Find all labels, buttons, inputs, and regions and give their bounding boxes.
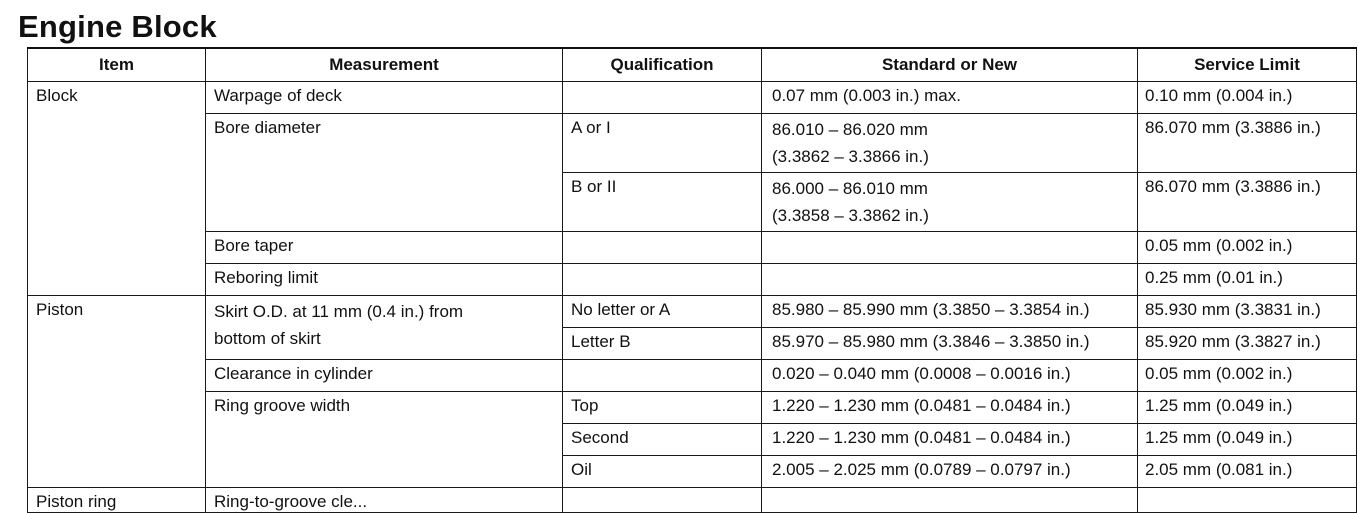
table-row (28, 488, 1357, 513)
standard-cell (762, 114, 1138, 173)
page-title: Engine Block (18, 9, 217, 44)
qualification-cell (563, 360, 762, 392)
limit-cell: 86.070 mm (3.3886 in.) (1138, 114, 1357, 173)
measurement-cell: Ring groove width (206, 392, 563, 488)
table-row (28, 296, 1357, 328)
measurement-cell: Bore taper (206, 232, 563, 264)
limit-cell: 0.05 mm (0.002 in.) (1138, 360, 1357, 392)
qualification-cell: A or I (563, 114, 762, 173)
header-standard: Standard or New (762, 48, 1138, 82)
table-row (28, 392, 1357, 424)
measurement-cell: Reboring limit (206, 264, 563, 296)
limit-cell: 0.05 mm (0.002 in.) (1138, 232, 1357, 264)
qualification-cell: Top (563, 392, 762, 424)
table-row (28, 232, 1357, 264)
measurement-line: Skirt O.D. at 11 mm (0.4 in.) from (214, 302, 464, 321)
limit-cell: 1.25 mm (0.049 in.) (1138, 424, 1357, 456)
standard-cell: 1.220 – 1.230 mm (0.0481 – 0.0484 in.) (762, 424, 1138, 456)
header-qualification: Qualification (563, 48, 762, 82)
header-item: Item (28, 48, 206, 82)
table-row (28, 82, 1357, 114)
qualification-cell: B or II (563, 173, 762, 232)
item-cell: Block (28, 82, 206, 296)
qualification-cell: Oil (563, 456, 762, 488)
qualification-cell: Second (563, 424, 762, 456)
table-row (28, 264, 1357, 296)
qualification-cell (563, 264, 762, 296)
table-row (28, 360, 1357, 392)
spec-table (27, 47, 1357, 513)
standard-cell: 0.07 mm (0.003 in.) max. (762, 82, 1138, 114)
standard-cell (762, 173, 1138, 232)
limit-cell: 86.070 mm (3.3886 in.) (1138, 173, 1357, 232)
standard-cell: 85.980 – 85.990 mm (3.3850 – 3.3854 in.) (762, 296, 1138, 328)
measurement-cell (206, 296, 563, 360)
qualification-cell (563, 488, 762, 513)
standard-line: (3.3858 – 3.3862 in.) (772, 206, 929, 225)
item-cell: Piston ring (28, 488, 206, 513)
table-row (28, 114, 1357, 173)
measurement-line: bottom of skirt (214, 329, 321, 348)
limit-cell: 0.10 mm (0.004 in.) (1138, 82, 1357, 114)
standard-cell: 1.220 – 1.230 mm (0.0481 – 0.0484 in.) (762, 392, 1138, 424)
qualification-cell (563, 232, 762, 264)
standard-line: 86.000 – 86.010 mm (772, 179, 928, 198)
header-measurement: Measurement (206, 48, 563, 82)
item-cell: Piston (28, 296, 206, 488)
standard-line: (3.3862 – 3.3866 in.) (772, 147, 929, 166)
standard-cell (762, 264, 1138, 296)
standard-cell (762, 488, 1138, 513)
limit-cell: 0.25 mm (0.01 in.) (1138, 264, 1357, 296)
qualification-cell (563, 82, 762, 114)
limit-cell: 85.920 mm (3.3827 in.) (1138, 328, 1357, 360)
standard-cell: 85.970 – 85.980 mm (3.3846 – 3.3850 in.) (762, 328, 1138, 360)
header-limit: Service Limit (1138, 48, 1357, 82)
limit-cell: 85.930 mm (3.3831 in.) (1138, 296, 1357, 328)
limit-cell: 2.05 mm (0.081 in.) (1138, 456, 1357, 488)
measurement-cell: Ring-to-groove cle... (206, 488, 563, 513)
standard-cell: 2.005 – 2.025 mm (0.0789 – 0.0797 in.) (762, 456, 1138, 488)
measurement-cell: Bore diameter (206, 114, 563, 232)
standard-line: 86.010 – 86.020 mm (772, 120, 928, 139)
qualification-cell: No letter or A (563, 296, 762, 328)
measurement-cell: Clearance in cylinder (206, 360, 563, 392)
measurement-cell: Warpage of deck (206, 82, 563, 114)
standard-cell (762, 232, 1138, 264)
standard-cell: 0.020 – 0.040 mm (0.0008 – 0.0016 in.) (762, 360, 1138, 392)
limit-cell: 1.25 mm (0.049 in.) (1138, 392, 1357, 424)
limit-cell (1138, 488, 1357, 513)
qualification-cell: Letter B (563, 328, 762, 360)
header-row (28, 48, 1357, 82)
